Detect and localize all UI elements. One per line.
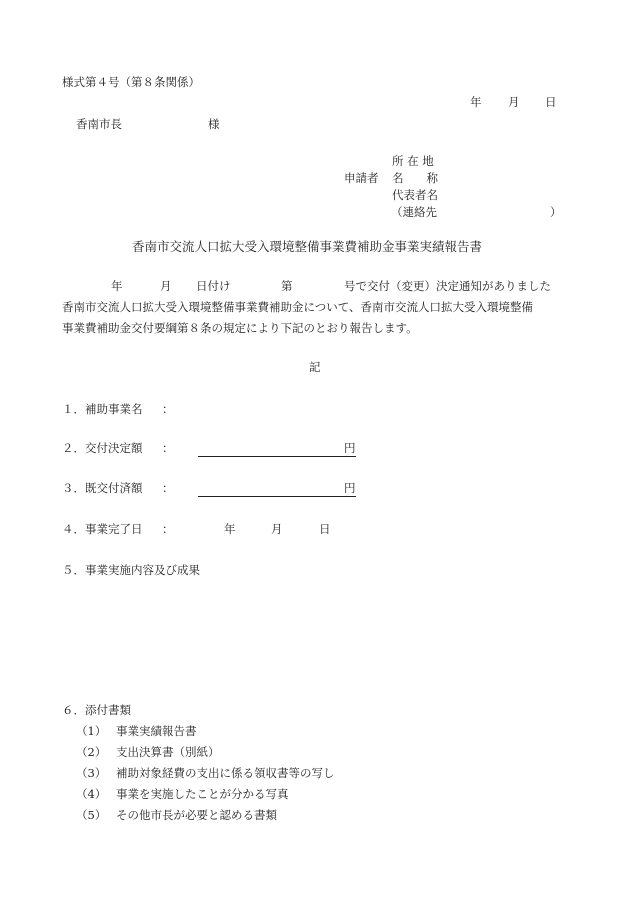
item-completion-date-day: 日	[319, 522, 331, 536]
date-day: 日	[545, 95, 557, 109]
intro-number-suffix: 号で交付（変更）決定通知がありました	[344, 279, 551, 293]
addressee-mayor: 香南市長	[76, 117, 122, 131]
document-title: 香南市交流人口拡大受入環境整備事業費補助金事業実績報告書	[132, 239, 483, 254]
item-project-name-label: １．補助事業名	[62, 402, 143, 416]
ki-heading: 記	[309, 360, 321, 374]
intro-line-3: 事業費補助金交付要綱第８条の規定により下記のとおり報告します。	[62, 321, 418, 335]
attachments-heading: ６．添付書類	[62, 703, 131, 717]
attachment-item: 事業を実施したことが分かる写真	[116, 787, 289, 801]
applicant-name-label: 名 称	[392, 171, 438, 185]
item-decision-amount-unit: 円	[344, 441, 356, 455]
attachment-number: （5）	[76, 808, 107, 822]
applicant-contact-close: ）	[550, 205, 562, 219]
item-paid-amount-label: ３．既交付済額	[62, 481, 143, 495]
item-decision-amount-label: ２．交付決定額	[62, 441, 143, 455]
applicant-representative-label: 代表者名	[392, 188, 438, 202]
item-completion-date-label: ４．事業完了日	[62, 522, 143, 536]
date-month: 月	[508, 95, 520, 109]
item-content-label: ５．事業実施内容及び成果	[62, 563, 200, 577]
item-completion-date-year: 年	[224, 522, 236, 536]
item-paid-amount-colon: ：	[162, 481, 174, 495]
attachment-item: 補助対象経費の支出に係る領収書等の写し	[116, 766, 335, 780]
intro-dated: 日付け	[196, 279, 231, 293]
decision-amount-underline	[198, 456, 356, 457]
form-label: 様式第４号（第８条関係）	[62, 75, 200, 89]
intro-number-prefix: 第	[281, 279, 293, 293]
paid-amount-underline	[198, 496, 356, 497]
item-completion-date-month: 月	[271, 522, 283, 536]
attachment-number: （1）	[76, 724, 107, 738]
intro-line-2: 香南市交流人口拡大受入環境整備事業費補助金について、香南市交流人口拡大受入環境整備	[62, 300, 534, 314]
addressee-honorific: 様	[208, 117, 220, 131]
date-year: 年	[470, 95, 482, 109]
attachment-number: （2）	[76, 745, 107, 759]
item-completion-date-colon: ：	[162, 522, 174, 536]
applicant-address-label: 所 在 地	[392, 154, 434, 168]
applicant-heading: 申請者	[344, 171, 379, 185]
attachment-item: 事業実績報告書	[116, 724, 197, 738]
attachment-item: その他市長が必要と認める書類	[116, 808, 277, 822]
item-paid-amount-unit: 円	[344, 481, 356, 495]
item-project-name-colon: ：	[162, 402, 174, 416]
attachment-number: （3）	[76, 766, 107, 780]
item-decision-amount-colon: ：	[162, 441, 174, 455]
attachment-number: （4）	[76, 787, 107, 801]
intro-month: 月	[160, 279, 172, 293]
intro-year: 年	[111, 279, 123, 293]
attachment-item: 支出決算書（別紙）	[116, 745, 220, 759]
applicant-contact-open: （連絡先	[391, 205, 437, 219]
